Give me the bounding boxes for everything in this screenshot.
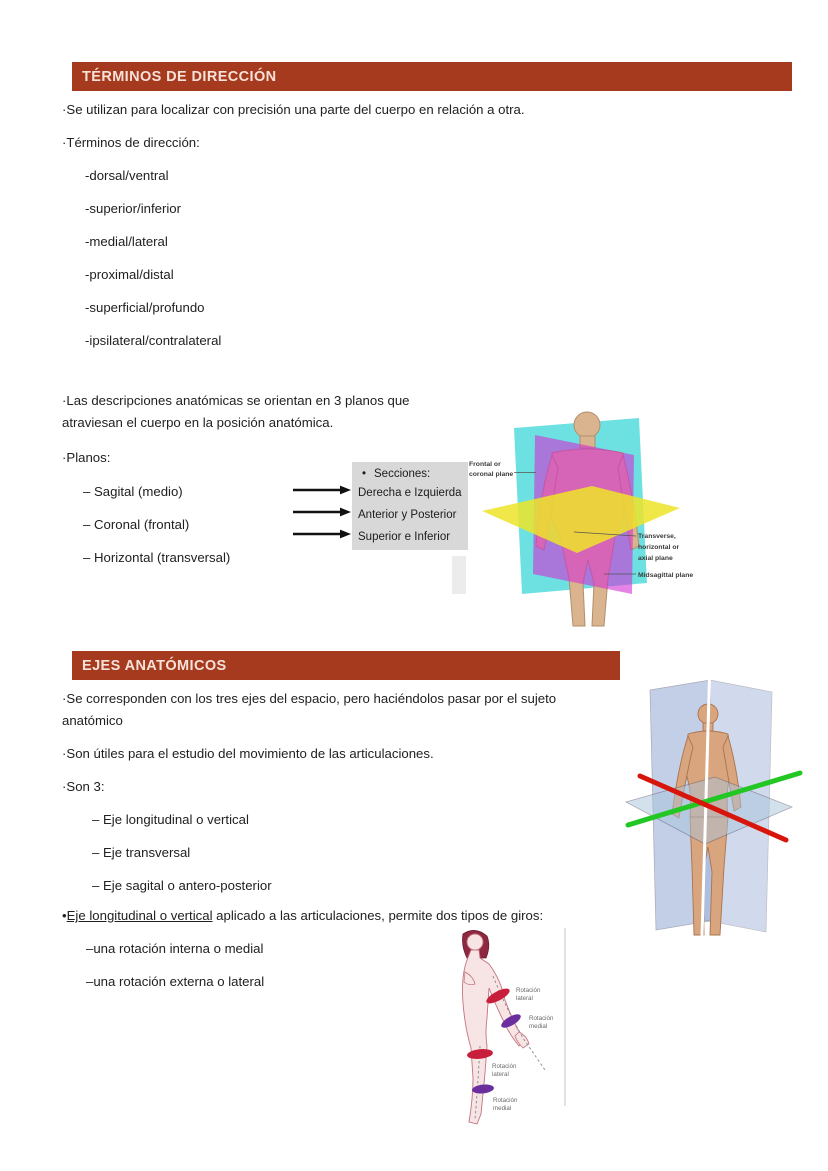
arrows-to-secciones xyxy=(292,480,354,542)
ejes-count-heading: ·Son 3: xyxy=(62,779,105,794)
transverse-plane xyxy=(482,486,680,553)
rotation-label: medial xyxy=(529,1023,548,1030)
axis-item: – Eje sagital o antero-posterior xyxy=(92,878,272,893)
secciones-item: Derecha e Izquierda xyxy=(358,487,462,499)
term-item: -superior/inferior xyxy=(85,201,182,216)
ejes-intro-line: ·Se corresponden con los tres ejes del espacio, pero haciéndolos pasar por el sujeto xyxy=(62,691,557,706)
frontal-plane-label: coronal plane xyxy=(469,471,514,478)
secciones-bullet-icon: • xyxy=(362,468,367,480)
rotation-label: Rotación xyxy=(516,987,541,994)
transverse-plane-label: horizontal or xyxy=(638,544,680,551)
midsagittal-plane-label: Midsagittal plane xyxy=(638,572,694,579)
terms-heading: ·Términos de dirección: xyxy=(62,135,200,150)
rotation-label: Rotación xyxy=(529,1015,554,1022)
term-item: -dorsal/ventral xyxy=(85,168,169,183)
rotation-label: lateral xyxy=(516,995,533,1002)
secciones-title: Secciones: xyxy=(374,468,431,480)
rotations-figure xyxy=(453,928,569,1130)
rotation-label: medial xyxy=(493,1105,512,1112)
transverse-plane-label: Transverse, xyxy=(638,533,676,540)
planes-intro-line: atraviesan el cuerpo en la posición anatómica. xyxy=(62,415,334,430)
body-figure xyxy=(463,930,530,1124)
intro-text: ·Se utilizan para localizar con precisión una parte del cuerpo en relación a otra. xyxy=(62,102,525,117)
transverse-plane-label: axial plane xyxy=(638,555,673,562)
planes-intro-line: ·Las descripciones anatómicas se orientan en 3 planos que xyxy=(62,393,410,408)
anatomical-planes-figure xyxy=(452,398,714,638)
secciones-box xyxy=(352,462,468,550)
section-header-terminos-direccion xyxy=(72,62,792,91)
ejes-utility-text: ·Son útiles para el estudio del movimiento de las articulaciones. xyxy=(62,746,434,761)
rotation-label: Rotación xyxy=(493,1097,518,1104)
section-title: TÉRMINOS DE DIRECCIÓN xyxy=(82,68,277,85)
frontal-plane-label: Frontal or xyxy=(469,461,501,468)
term-item: -proximal/distal xyxy=(85,267,174,282)
note-rest-text: aplicado a las articulaciones, permite dos tipos de giros: xyxy=(212,908,544,923)
term-item: -superficial/profundo xyxy=(85,300,205,315)
plane-item: – Horizontal (transversal) xyxy=(83,550,231,565)
term-item: -medial/lateral xyxy=(85,234,168,249)
ejes-intro-line: anatómico xyxy=(62,713,123,728)
arrow-icon xyxy=(293,530,351,539)
term-item: -ipsilateral/contralateral xyxy=(85,333,222,348)
axis-item: – Eje longitudinal o vertical xyxy=(92,812,249,827)
note-bullet-icon: • xyxy=(62,908,67,923)
plane-item: – Coronal (frontal) xyxy=(83,517,190,532)
secciones-item: Superior e Inferior xyxy=(358,531,451,543)
section-title: EJES ANATÓMICOS xyxy=(82,657,227,674)
rotation-ring-lateral-leg xyxy=(467,1048,494,1060)
rotation-label: lateral xyxy=(492,1071,509,1078)
rotation-item: –una rotación interna o medial xyxy=(86,941,264,956)
secciones-item: Anterior y Posterior xyxy=(358,509,457,521)
note-underlined-text: Eje longitudinal o vertical xyxy=(66,908,213,923)
section-header-ejes-anatomicos xyxy=(72,651,620,680)
anatomical-axes-figure xyxy=(620,652,815,952)
axis-item: – Eje transversal xyxy=(92,845,191,860)
longitudinal-note xyxy=(62,906,543,926)
planes-heading: ·Planos: xyxy=(62,450,111,465)
arrow-icon xyxy=(293,486,351,495)
plane-item: – Sagital (medio) xyxy=(83,484,183,499)
rotation-item: –una rotación externa o lateral xyxy=(86,974,265,989)
rotation-label: Rotación xyxy=(492,1063,517,1070)
arrow-icon xyxy=(293,508,351,517)
